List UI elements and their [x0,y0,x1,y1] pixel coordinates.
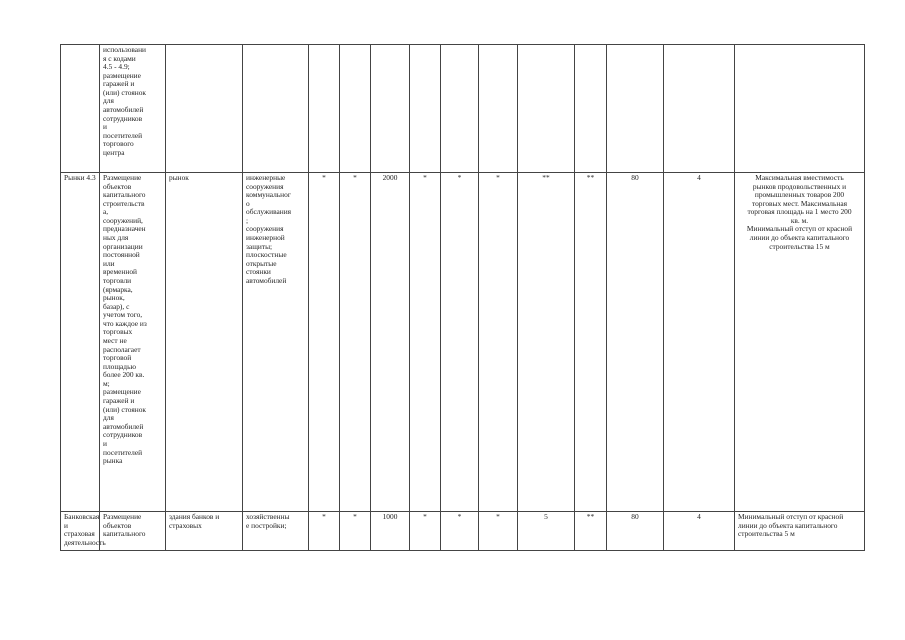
param-cell-8: ** [575,512,607,551]
main-objects-cell: рынок [166,173,243,512]
param-cell-3: 1000 [371,512,410,551]
param-cell-5 [441,45,479,173]
param-cell-1: * [309,173,340,512]
main-objects-cell: здания банков и страховых [166,512,243,551]
param-cell-9: 80 [607,512,664,551]
use-description-cell: использовани я с кодами 4.5 - 4.9; размещение гаражей и (или) стоянок для автомобилей сотрудников и посетителей торгового центра [100,45,166,173]
use-description-cell: Размещение объектов капитального [100,512,166,551]
table-row [61,45,865,173]
param-cell-2 [340,45,371,173]
aux-objects-cell [243,45,309,173]
param-cell-4: * [410,512,441,551]
param-cell-6 [479,45,518,173]
use-name-cell: Рынки 4.3 [61,173,100,512]
param-cell-7: 5 [518,512,575,551]
notes-cell [735,45,865,173]
param-cell-6: * [479,512,518,551]
use-name-cell [61,45,100,173]
use-description-cell: Размещение объектов капитального строительств а, сооружений, предназначен ных для организации постоянной или временной торговли (ярмарка, рынок, базар), с учетом того, что каждое из торговых мест не располагает торговой площадью более 200 кв. м; размещение гаражей и (или) стоянок для автомобилей сотрудников и посетителей рынка [100,173,166,512]
notes-cell: Максимальная вместимость рынков продовольственных и промышленных товаров 200 торговых мест. Максимальная торговая площадь на 1 место 200 кв. м. Минимальный отступ от красной линии до объекта капитального строительства 15 м [735,173,865,512]
param-cell-9: 80 [607,173,664,512]
aux-objects-cell: инженерные сооружения коммунальног о обслуживания ; сооружения инженерной защиты; плоскостные открытые стоянки автомобилей [243,173,309,512]
param-cell-8 [575,45,607,173]
param-cell-8: ** [575,173,607,512]
param-cell-5: * [441,512,479,551]
param-cell-5: * [441,173,479,512]
aux-objects-cell: хозяйственны е постройки; [243,512,309,551]
param-cell-6: * [479,173,518,512]
param-cell-4 [410,45,441,173]
param-cell-7: ** [518,173,575,512]
param-cell-9 [607,45,664,173]
param-cell-3: 2000 [371,173,410,512]
param-cell-1: * [309,512,340,551]
table-row [61,173,865,512]
use-name-cell: Банковская и страховая деятельность [61,512,100,551]
notes-cell: Минимальный отступ от красной линии до объекта капитального строительства 5 м [735,512,865,551]
main-objects-cell [166,45,243,173]
param-cell-10 [664,45,735,173]
param-cell-2: * [340,512,371,551]
param-cell-2: * [340,173,371,512]
table-row [61,512,865,551]
param-cell-10: 4 [664,512,735,551]
param-cell-4: * [410,173,441,512]
param-cell-3 [371,45,410,173]
param-cell-10: 4 [664,173,735,512]
param-cell-7 [518,45,575,173]
param-cell-1 [309,45,340,173]
regulations-table [60,44,865,551]
